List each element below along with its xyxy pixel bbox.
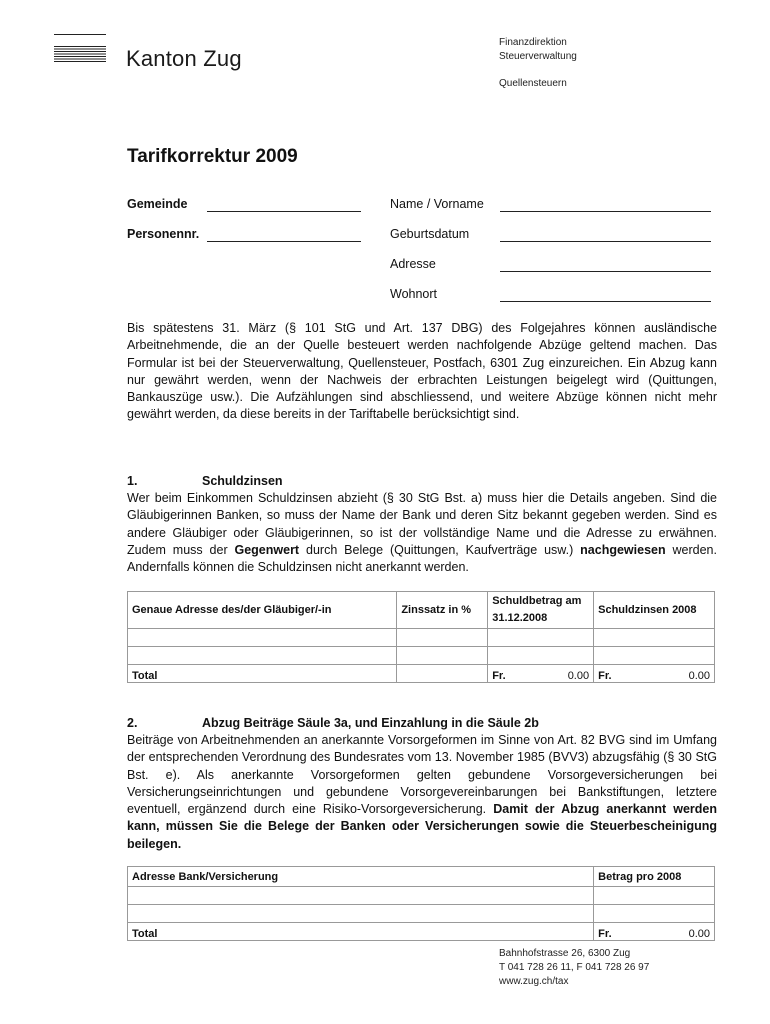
currency-label: Fr.: [492, 670, 506, 682]
col-header-debt: Schuldbetrag am 31.12.2008: [488, 592, 594, 629]
department-block: [499, 36, 577, 64]
table-total-row: [128, 665, 715, 683]
section2-title: Abzug Beiträge Säule 3a, und Einzahlung in die Säule 2b: [202, 716, 539, 730]
name-field[interactable]: [500, 211, 711, 212]
page-title: Tarifkorrektur 2009: [127, 146, 298, 167]
geburtsdatum-field[interactable]: [500, 241, 711, 242]
currency-label: Fr.: [598, 670, 612, 682]
cell-bank[interactable]: [128, 887, 594, 905]
cell-amount[interactable]: [594, 887, 715, 905]
personennr-label: Personennr.: [127, 227, 200, 241]
table-total-row: [128, 923, 715, 941]
total-debt-value: 0.00: [567, 670, 590, 682]
cell-bank[interactable]: [128, 905, 594, 923]
total-debt-cell: [488, 665, 594, 683]
total-rate-cell: [397, 665, 488, 683]
cell-debt[interactable]: [488, 629, 594, 647]
cell-rate[interactable]: [397, 629, 488, 647]
section1-paragraph: [127, 490, 717, 576]
cell-interest[interactable]: [594, 647, 715, 665]
cell-address[interactable]: [128, 647, 397, 665]
total-amount-cell: [594, 923, 715, 941]
col-header-interest: Schuldzinsen 2008: [594, 592, 715, 629]
canton-name: Kanton Zug: [126, 46, 242, 71]
total-interest-cell: [594, 665, 715, 683]
gemeinde-label: Gemeinde: [127, 197, 188, 211]
currency-label: Fr.: [598, 928, 612, 940]
section2-number: 2.: [127, 716, 138, 730]
footer-phone: T 041 728 26 11, F 041 728 26 97: [499, 962, 650, 973]
table-row: [128, 887, 715, 905]
table-header-row: [128, 592, 715, 629]
section1-text-a: Wer beim Einkommen Schuldzinsen abzieht (§ 30 StG Bst. a) muss hier die Details angeben. Sind die Gläubigerinnen Banken, so muss der Name der Bank und deren Sitz bekannt gegeben werden. Sind es andere Gläubiger oder Gläubigerinnen, so ist der vollständige Name und die Adresse zu erwähnen. Zudem muss der: [127, 491, 717, 557]
saeule3a-table: [127, 866, 715, 941]
total-amount-value: 0.00: [688, 928, 710, 940]
section2-heading: [127, 716, 539, 730]
wohnort-field[interactable]: [500, 301, 711, 302]
table-row: [128, 647, 715, 665]
name-label: Name / Vorname: [390, 197, 484, 211]
canton-logo-mark: [54, 34, 106, 64]
intro-text: Bis spätestens 31. März (§ 101 StG und Art. 137 DBG) des Folgejahres können ausländische Arbeitnehmende, die an der Quelle besteuert werden nachfolgende Abzüge geltend machen. Das Formular ist bei der Steuerverwaltung, Quellensteuer, Postfach, 6301 Zug einzureichen. Ein Abzug kann nur gewährt werden, wenn der Nachweis der erbrachten Leistungen beigelegt wird (Quittungen, Bankauszüge usw.). Die Aufzählungen sind abschliessend, und weitere Abzüge können nicht mehr gewährt werden, da diese bereits in der Tariftabelle berücksichtigt sind.: [127, 321, 717, 422]
footer-web: www.zug.ch/tax: [499, 976, 569, 987]
department-finance: Finanzdirektion: [499, 37, 567, 48]
personennr-field[interactable]: [207, 241, 361, 242]
col-header-address: Genaue Adresse des/der Gläubiger/-in: [128, 592, 397, 629]
section1-heading: [127, 474, 283, 488]
section1-title: Schuldzinsen: [202, 474, 283, 488]
cell-debt[interactable]: [488, 647, 594, 665]
total-interest-value: 0.00: [688, 670, 710, 682]
total-label: Total: [128, 923, 594, 941]
gemeinde-field[interactable]: [207, 211, 361, 212]
schuldzinsen-table: [127, 591, 715, 683]
section2-text: Beiträge von Arbeitnehmenden an anerkannte Vorsorgeformen im Sinne von Art. 82 BVG sind im Umfang der entsprechenden Verordnung des Bundesrates vom 13. November 1985 (BVV3) abzugsfähig (§ 30 StG Bst. e). Als anerkannte Vorsorgeformen gelten gebundene Vorsorgeversicherungen bei Versicherungseinrichtungen und gebundene Vorsorgevereinbarungen bei Bankstiftungen, letztere eventuell, ergänzend durch eine Risiko-Vorsorgeversicherung.: [127, 733, 717, 817]
col-header-rate: Zinssatz in %: [397, 592, 488, 629]
section1-bold-a: Gegenwert: [234, 542, 300, 557]
intro-paragraph: [127, 320, 717, 424]
cell-amount[interactable]: [594, 905, 715, 923]
section1-text-c: werden. Andernfalls können die Schuldzinsen nicht anerkannt werden.: [127, 542, 717, 575]
table-header-row: [128, 867, 715, 887]
department-tax: Steuerverwaltung: [499, 51, 577, 62]
section1-number: 1.: [127, 474, 138, 488]
cell-rate[interactable]: [397, 647, 488, 665]
cell-interest[interactable]: [594, 629, 715, 647]
total-label: Total: [128, 665, 397, 683]
table-row: [128, 905, 715, 923]
section1-bold-b: nachgewiesen: [580, 542, 666, 557]
section1-text-b: durch Belege (Quittungen, Kaufverträge usw.): [299, 542, 581, 557]
adresse-field[interactable]: [500, 271, 711, 272]
section2-bold: Damit der Abzug anerkannt werden kann, müssen Sie die Belege der Banken oder Versicherungen sowie die Steuerbescheinigung beilegen.: [127, 802, 717, 851]
table-row: [128, 629, 715, 647]
department-withholding: Quellensteuern: [499, 78, 567, 89]
footer-address: Bahnhofstrasse 26, 6300 Zug: [499, 948, 631, 959]
footer-contact: [499, 947, 649, 989]
wohnort-label: Wohnort: [390, 287, 438, 301]
section2-paragraph: [127, 732, 717, 853]
adresse-label: Adresse: [390, 257, 436, 271]
col-header-amount: Betrag pro 2008: [594, 867, 715, 887]
cell-address[interactable]: [128, 629, 397, 647]
geburtsdatum-label: Geburtsdatum: [390, 227, 470, 241]
col-header-bank: Adresse Bank/Versicherung: [128, 867, 594, 887]
